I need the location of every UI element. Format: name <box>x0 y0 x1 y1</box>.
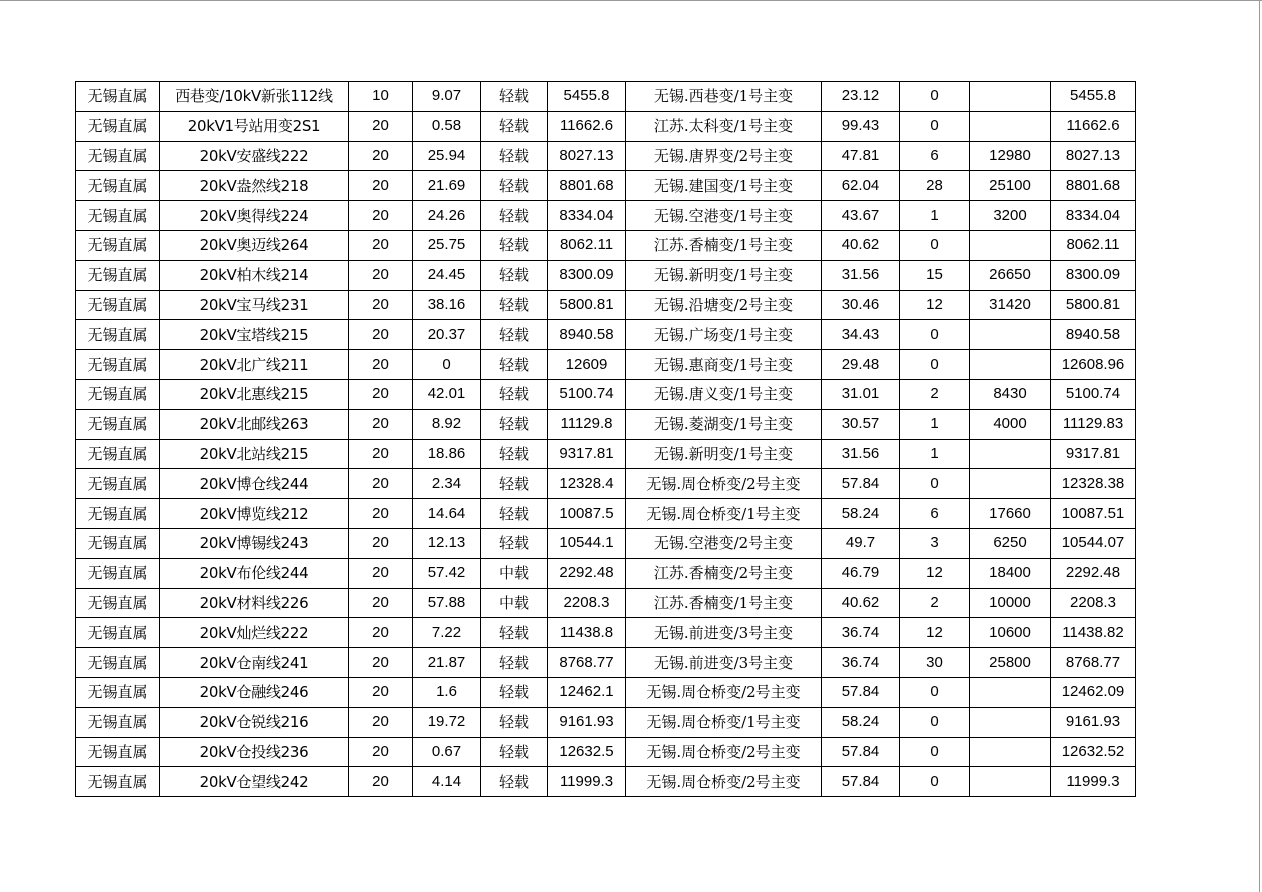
transformer-load-cell: 46.79 <box>822 558 900 588</box>
count-cell: 0 <box>900 767 970 797</box>
company-cell: 无锡直属 <box>76 648 160 678</box>
remaining-capacity-cell: 11662.6 <box>1051 111 1136 141</box>
capacity-cell: 8300.09 <box>548 260 626 290</box>
load-rate-cell: 21.69 <box>413 171 481 201</box>
remaining-capacity-cell: 5100.74 <box>1051 379 1136 409</box>
capacity-cell: 11438.8 <box>548 618 626 648</box>
count-cell: 1 <box>900 439 970 469</box>
load-status-cell: 轻载 <box>481 737 548 767</box>
line-name-cell: 20kV北惠线215 <box>160 379 349 409</box>
transformer-load-cell: 57.84 <box>822 469 900 499</box>
capacity-added-cell <box>970 707 1051 737</box>
load-rate-cell: 0 <box>413 350 481 380</box>
line-name-cell: 20kV北站线215 <box>160 439 349 469</box>
voltage-cell: 20 <box>349 141 413 171</box>
remaining-capacity-cell: 5800.81 <box>1051 290 1136 320</box>
remaining-capacity-cell: 8027.13 <box>1051 141 1136 171</box>
load-status-cell: 中载 <box>481 588 548 618</box>
load-rate-cell: 24.45 <box>413 260 481 290</box>
load-rate-cell: 57.42 <box>413 558 481 588</box>
transformer-load-cell: 23.12 <box>822 82 900 112</box>
load-rate-cell: 4.14 <box>413 767 481 797</box>
company-cell: 无锡直属 <box>76 469 160 499</box>
table-row <box>76 618 1136 648</box>
remaining-capacity-cell: 11438.82 <box>1051 618 1136 648</box>
count-cell: 12 <box>900 290 970 320</box>
voltage-cell: 20 <box>349 767 413 797</box>
transformer-cell: 无锡.周仓桥变/2号主变 <box>626 767 822 797</box>
load-status-cell: 轻载 <box>481 82 548 112</box>
capacity-added-cell: 6250 <box>970 528 1051 558</box>
load-rate-cell: 25.75 <box>413 230 481 260</box>
capacity-added-cell: 26650 <box>970 260 1051 290</box>
voltage-cell: 20 <box>349 618 413 648</box>
transformer-cell: 无锡.前进变/3号主变 <box>626 618 822 648</box>
voltage-cell: 20 <box>349 290 413 320</box>
load-rate-cell: 0.58 <box>413 111 481 141</box>
transformer-load-cell: 36.74 <box>822 648 900 678</box>
table-row <box>76 499 1136 529</box>
table-row <box>76 409 1136 439</box>
capacity-added-cell: 17660 <box>970 499 1051 529</box>
load-rate-cell: 2.34 <box>413 469 481 499</box>
voltage-cell: 20 <box>349 469 413 499</box>
capacity-cell: 12462.1 <box>548 677 626 707</box>
remaining-capacity-cell: 9161.93 <box>1051 707 1136 737</box>
remaining-capacity-cell: 2208.3 <box>1051 588 1136 618</box>
transformer-cell: 无锡.唐界变/2号主变 <box>626 141 822 171</box>
company-cell: 无锡直属 <box>76 111 160 141</box>
load-rate-cell: 21.87 <box>413 648 481 678</box>
line-name-cell: 20kV博锡线243 <box>160 528 349 558</box>
table-row <box>76 588 1136 618</box>
page-border-top <box>0 0 1262 1</box>
load-status-cell: 轻载 <box>481 201 548 231</box>
company-cell: 无锡直属 <box>76 737 160 767</box>
transformer-load-cell: 30.46 <box>822 290 900 320</box>
count-cell: 0 <box>900 707 970 737</box>
transformer-load-cell: 58.24 <box>822 499 900 529</box>
line-name-cell: 20kV仓锐线216 <box>160 707 349 737</box>
company-cell: 无锡直属 <box>76 767 160 797</box>
count-cell: 1 <box>900 201 970 231</box>
transformer-cell: 无锡.新明变/1号主变 <box>626 260 822 290</box>
capacity-added-cell: 10600 <box>970 618 1051 648</box>
load-rate-cell: 7.22 <box>413 618 481 648</box>
count-cell: 1 <box>900 409 970 439</box>
line-name-cell: 20kV灿烂线222 <box>160 618 349 648</box>
load-rate-cell: 25.94 <box>413 141 481 171</box>
transformer-load-cell: 40.62 <box>822 588 900 618</box>
capacity-cell: 8334.04 <box>548 201 626 231</box>
company-cell: 无锡直属 <box>76 499 160 529</box>
capacity-added-cell: 18400 <box>970 558 1051 588</box>
transformer-load-cell: 31.56 <box>822 439 900 469</box>
voltage-cell: 20 <box>349 588 413 618</box>
company-cell: 无锡直属 <box>76 82 160 112</box>
transformer-load-cell: 40.62 <box>822 230 900 260</box>
table-row <box>76 201 1136 231</box>
table-row <box>76 469 1136 499</box>
load-status-cell: 轻载 <box>481 439 548 469</box>
company-cell: 无锡直属 <box>76 618 160 648</box>
count-cell: 2 <box>900 588 970 618</box>
count-cell: 0 <box>900 469 970 499</box>
load-status-cell: 轻载 <box>481 230 548 260</box>
data-table <box>75 81 1136 797</box>
company-cell: 无锡直属 <box>76 350 160 380</box>
company-cell: 无锡直属 <box>76 230 160 260</box>
load-status-cell: 轻载 <box>481 767 548 797</box>
remaining-capacity-cell: 8940.58 <box>1051 320 1136 350</box>
capacity-cell: 5455.8 <box>548 82 626 112</box>
table-row <box>76 230 1136 260</box>
table-row <box>76 350 1136 380</box>
load-status-cell: 轻载 <box>481 350 548 380</box>
capacity-cell: 12609 <box>548 350 626 380</box>
capacity-cell: 2292.48 <box>548 558 626 588</box>
load-status-cell: 轻载 <box>481 677 548 707</box>
table-row <box>76 82 1136 112</box>
transformer-cell: 无锡.空港变/1号主变 <box>626 201 822 231</box>
remaining-capacity-cell: 10087.51 <box>1051 499 1136 529</box>
remaining-capacity-cell: 8062.11 <box>1051 230 1136 260</box>
table-row <box>76 111 1136 141</box>
transformer-load-cell: 43.67 <box>822 201 900 231</box>
transformer-cell: 无锡.唐义变/1号主变 <box>626 379 822 409</box>
voltage-cell: 20 <box>349 707 413 737</box>
company-cell: 无锡直属 <box>76 439 160 469</box>
table-row <box>76 648 1136 678</box>
page-border-right <box>1259 0 1260 892</box>
line-name-cell: 20kV博览线212 <box>160 499 349 529</box>
table-row <box>76 290 1136 320</box>
capacity-added-cell <box>970 469 1051 499</box>
load-rate-cell: 12.13 <box>413 528 481 558</box>
table-row <box>76 528 1136 558</box>
line-name-cell: 20kV北广线211 <box>160 350 349 380</box>
count-cell: 0 <box>900 737 970 767</box>
company-cell: 无锡直属 <box>76 290 160 320</box>
line-name-cell: 20kV安盛线222 <box>160 141 349 171</box>
load-rate-cell: 8.92 <box>413 409 481 439</box>
table-row <box>76 677 1136 707</box>
transformer-cell: 无锡.西巷变/1号主变 <box>626 82 822 112</box>
capacity-added-cell <box>970 350 1051 380</box>
transformer-cell: 江苏.太科变/1号主变 <box>626 111 822 141</box>
line-name-cell: 20kV北邮线263 <box>160 409 349 439</box>
capacity-added-cell: 31420 <box>970 290 1051 320</box>
company-cell: 无锡直属 <box>76 588 160 618</box>
capacity-added-cell <box>970 230 1051 260</box>
load-status-cell: 轻载 <box>481 409 548 439</box>
load-status-cell: 轻载 <box>481 320 548 350</box>
capacity-added-cell <box>970 677 1051 707</box>
transformer-cell: 无锡.空港变/2号主变 <box>626 528 822 558</box>
voltage-cell: 20 <box>349 171 413 201</box>
load-rate-cell: 20.37 <box>413 320 481 350</box>
remaining-capacity-cell: 9317.81 <box>1051 439 1136 469</box>
transformer-cell: 无锡.周仓桥变/2号主变 <box>626 469 822 499</box>
remaining-capacity-cell: 12462.09 <box>1051 677 1136 707</box>
remaining-capacity-cell: 12632.52 <box>1051 737 1136 767</box>
capacity-added-cell <box>970 111 1051 141</box>
transformer-load-cell: 34.43 <box>822 320 900 350</box>
remaining-capacity-cell: 2292.48 <box>1051 558 1136 588</box>
company-cell: 无锡直属 <box>76 707 160 737</box>
remaining-capacity-cell: 11129.83 <box>1051 409 1136 439</box>
count-cell: 15 <box>900 260 970 290</box>
capacity-cell: 11129.8 <box>548 409 626 439</box>
capacity-cell: 9317.81 <box>548 439 626 469</box>
load-status-cell: 轻载 <box>481 379 548 409</box>
company-cell: 无锡直属 <box>76 171 160 201</box>
remaining-capacity-cell: 12328.38 <box>1051 469 1136 499</box>
count-cell: 3 <box>900 528 970 558</box>
line-name-cell: 西巷变/10kV新张112线 <box>160 82 349 112</box>
capacity-cell: 10087.5 <box>548 499 626 529</box>
voltage-cell: 20 <box>349 528 413 558</box>
line-name-cell: 20kV仓融线246 <box>160 677 349 707</box>
line-name-cell: 20kV宝马线231 <box>160 290 349 320</box>
line-name-cell: 20kV宝塔线215 <box>160 320 349 350</box>
remaining-capacity-cell: 8768.77 <box>1051 648 1136 678</box>
capacity-added-cell <box>970 737 1051 767</box>
count-cell: 0 <box>900 320 970 350</box>
load-status-cell: 轻载 <box>481 290 548 320</box>
count-cell: 0 <box>900 82 970 112</box>
capacity-added-cell: 25100 <box>970 171 1051 201</box>
load-rate-cell: 18.86 <box>413 439 481 469</box>
line-name-cell: 20kV仓投线236 <box>160 737 349 767</box>
transformer-cell: 无锡.广场变/1号主变 <box>626 320 822 350</box>
capacity-added-cell <box>970 439 1051 469</box>
load-status-cell: 轻载 <box>481 707 548 737</box>
capacity-added-cell <box>970 82 1051 112</box>
capacity-cell: 5100.74 <box>548 379 626 409</box>
count-cell: 28 <box>900 171 970 201</box>
transformer-cell: 无锡.沿塘变/2号主变 <box>626 290 822 320</box>
capacity-cell: 11662.6 <box>548 111 626 141</box>
remaining-capacity-cell: 8801.68 <box>1051 171 1136 201</box>
capacity-added-cell: 12980 <box>970 141 1051 171</box>
load-rate-cell: 42.01 <box>413 379 481 409</box>
load-status-cell: 轻载 <box>481 499 548 529</box>
line-name-cell: 20kV1号站用变2S1 <box>160 111 349 141</box>
company-cell: 无锡直属 <box>76 320 160 350</box>
company-cell: 无锡直属 <box>76 528 160 558</box>
company-cell: 无锡直属 <box>76 141 160 171</box>
count-cell: 0 <box>900 111 970 141</box>
load-status-cell: 轻载 <box>481 528 548 558</box>
voltage-cell: 20 <box>349 648 413 678</box>
transformer-load-cell: 62.04 <box>822 171 900 201</box>
count-cell: 0 <box>900 677 970 707</box>
remaining-capacity-cell: 5455.8 <box>1051 82 1136 112</box>
load-status-cell: 轻载 <box>481 648 548 678</box>
load-rate-cell: 1.6 <box>413 677 481 707</box>
count-cell: 0 <box>900 230 970 260</box>
voltage-cell: 20 <box>349 677 413 707</box>
voltage-cell: 20 <box>349 111 413 141</box>
voltage-cell: 20 <box>349 201 413 231</box>
load-status-cell: 轻载 <box>481 618 548 648</box>
transformer-load-cell: 31.01 <box>822 379 900 409</box>
capacity-cell: 9161.93 <box>548 707 626 737</box>
load-rate-cell: 0.67 <box>413 737 481 767</box>
transformer-cell: 江苏.香楠变/2号主变 <box>626 558 822 588</box>
line-name-cell: 20kV柏木线214 <box>160 260 349 290</box>
table-body <box>76 82 1136 797</box>
transformer-cell: 无锡.前进变/3号主变 <box>626 648 822 678</box>
transformer-cell: 无锡.菱湖变/1号主变 <box>626 409 822 439</box>
line-name-cell: 20kV奥迈线264 <box>160 230 349 260</box>
capacity-cell: 11999.3 <box>548 767 626 797</box>
count-cell: 6 <box>900 499 970 529</box>
remaining-capacity-cell: 8334.04 <box>1051 201 1136 231</box>
transformer-load-cell: 29.48 <box>822 350 900 380</box>
voltage-cell: 20 <box>349 737 413 767</box>
company-cell: 无锡直属 <box>76 260 160 290</box>
voltage-cell: 20 <box>349 558 413 588</box>
load-rate-cell: 9.07 <box>413 82 481 112</box>
transformer-cell: 无锡.周仓桥变/2号主变 <box>626 677 822 707</box>
remaining-capacity-cell: 8300.09 <box>1051 260 1136 290</box>
load-rate-cell: 38.16 <box>413 290 481 320</box>
line-name-cell: 20kV仓望线242 <box>160 767 349 797</box>
transformer-cell: 无锡.新明变/1号主变 <box>626 439 822 469</box>
transformer-load-cell: 47.81 <box>822 141 900 171</box>
table-row <box>76 767 1136 797</box>
line-name-cell: 20kV博仓线244 <box>160 469 349 499</box>
capacity-cell: 2208.3 <box>548 588 626 618</box>
transformer-load-cell: 99.43 <box>822 111 900 141</box>
voltage-cell: 20 <box>349 260 413 290</box>
table-row <box>76 320 1136 350</box>
count-cell: 12 <box>900 558 970 588</box>
transformer-load-cell: 36.74 <box>822 618 900 648</box>
transformer-cell: 江苏.香楠变/1号主变 <box>626 230 822 260</box>
transformer-cell: 江苏.香楠变/1号主变 <box>626 588 822 618</box>
transformer-load-cell: 49.7 <box>822 528 900 558</box>
capacity-added-cell: 10000 <box>970 588 1051 618</box>
line-name-cell: 20kV仓南线241 <box>160 648 349 678</box>
count-cell: 12 <box>900 618 970 648</box>
load-status-cell: 轻载 <box>481 171 548 201</box>
load-status-cell: 轻载 <box>481 469 548 499</box>
capacity-cell: 12328.4 <box>548 469 626 499</box>
voltage-cell: 20 <box>349 350 413 380</box>
count-cell: 6 <box>900 141 970 171</box>
capacity-cell: 8768.77 <box>548 648 626 678</box>
capacity-cell: 12632.5 <box>548 737 626 767</box>
count-cell: 30 <box>900 648 970 678</box>
load-rate-cell: 57.88 <box>413 588 481 618</box>
capacity-cell: 8801.68 <box>548 171 626 201</box>
company-cell: 无锡直属 <box>76 558 160 588</box>
voltage-cell: 10 <box>349 82 413 112</box>
transformer-load-cell: 31.56 <box>822 260 900 290</box>
capacity-added-cell: 8430 <box>970 379 1051 409</box>
transformer-cell: 无锡.周仓桥变/1号主变 <box>626 707 822 737</box>
voltage-cell: 20 <box>349 230 413 260</box>
transformer-load-cell: 57.84 <box>822 737 900 767</box>
capacity-cell: 5800.81 <box>548 290 626 320</box>
transformer-load-cell: 57.84 <box>822 677 900 707</box>
capacity-added-cell <box>970 320 1051 350</box>
remaining-capacity-cell: 11999.3 <box>1051 767 1136 797</box>
transformer-load-cell: 30.57 <box>822 409 900 439</box>
table-row <box>76 379 1136 409</box>
line-name-cell: 20kV布伦线244 <box>160 558 349 588</box>
capacity-cell: 8940.58 <box>548 320 626 350</box>
load-status-cell: 轻载 <box>481 141 548 171</box>
count-cell: 2 <box>900 379 970 409</box>
transformer-cell: 无锡.建国变/1号主变 <box>626 171 822 201</box>
capacity-added-cell: 25800 <box>970 648 1051 678</box>
line-name-cell: 20kV材料线226 <box>160 588 349 618</box>
remaining-capacity-cell: 12608.96 <box>1051 350 1136 380</box>
voltage-cell: 20 <box>349 439 413 469</box>
capacity-added-cell: 4000 <box>970 409 1051 439</box>
load-rate-cell: 24.26 <box>413 201 481 231</box>
load-rate-cell: 14.64 <box>413 499 481 529</box>
table-row <box>76 707 1136 737</box>
table-row <box>76 260 1136 290</box>
table-row <box>76 171 1136 201</box>
load-rate-cell: 19.72 <box>413 707 481 737</box>
company-cell: 无锡直属 <box>76 379 160 409</box>
line-name-cell: 20kV盎然线218 <box>160 171 349 201</box>
company-cell: 无锡直属 <box>76 201 160 231</box>
remaining-capacity-cell: 10544.07 <box>1051 528 1136 558</box>
transformer-load-cell: 57.84 <box>822 767 900 797</box>
capacity-cell: 8062.11 <box>548 230 626 260</box>
transformer-cell: 无锡.周仓桥变/2号主变 <box>626 737 822 767</box>
voltage-cell: 20 <box>349 499 413 529</box>
capacity-added-cell <box>970 767 1051 797</box>
company-cell: 无锡直属 <box>76 409 160 439</box>
capacity-cell: 8027.13 <box>548 141 626 171</box>
table-row <box>76 737 1136 767</box>
company-cell: 无锡直属 <box>76 677 160 707</box>
transformer-load-cell: 58.24 <box>822 707 900 737</box>
count-cell: 0 <box>900 350 970 380</box>
voltage-cell: 20 <box>349 320 413 350</box>
capacity-cell: 10544.1 <box>548 528 626 558</box>
voltage-cell: 20 <box>349 409 413 439</box>
table-row <box>76 439 1136 469</box>
voltage-cell: 20 <box>349 379 413 409</box>
capacity-added-cell: 3200 <box>970 201 1051 231</box>
load-status-cell: 中载 <box>481 558 548 588</box>
line-name-cell: 20kV奥得线224 <box>160 201 349 231</box>
table-row <box>76 558 1136 588</box>
transformer-cell: 无锡.惠商变/1号主变 <box>626 350 822 380</box>
transformer-cell: 无锡.周仓桥变/1号主变 <box>626 499 822 529</box>
table-row <box>76 141 1136 171</box>
load-status-cell: 轻载 <box>481 260 548 290</box>
load-status-cell: 轻载 <box>481 111 548 141</box>
